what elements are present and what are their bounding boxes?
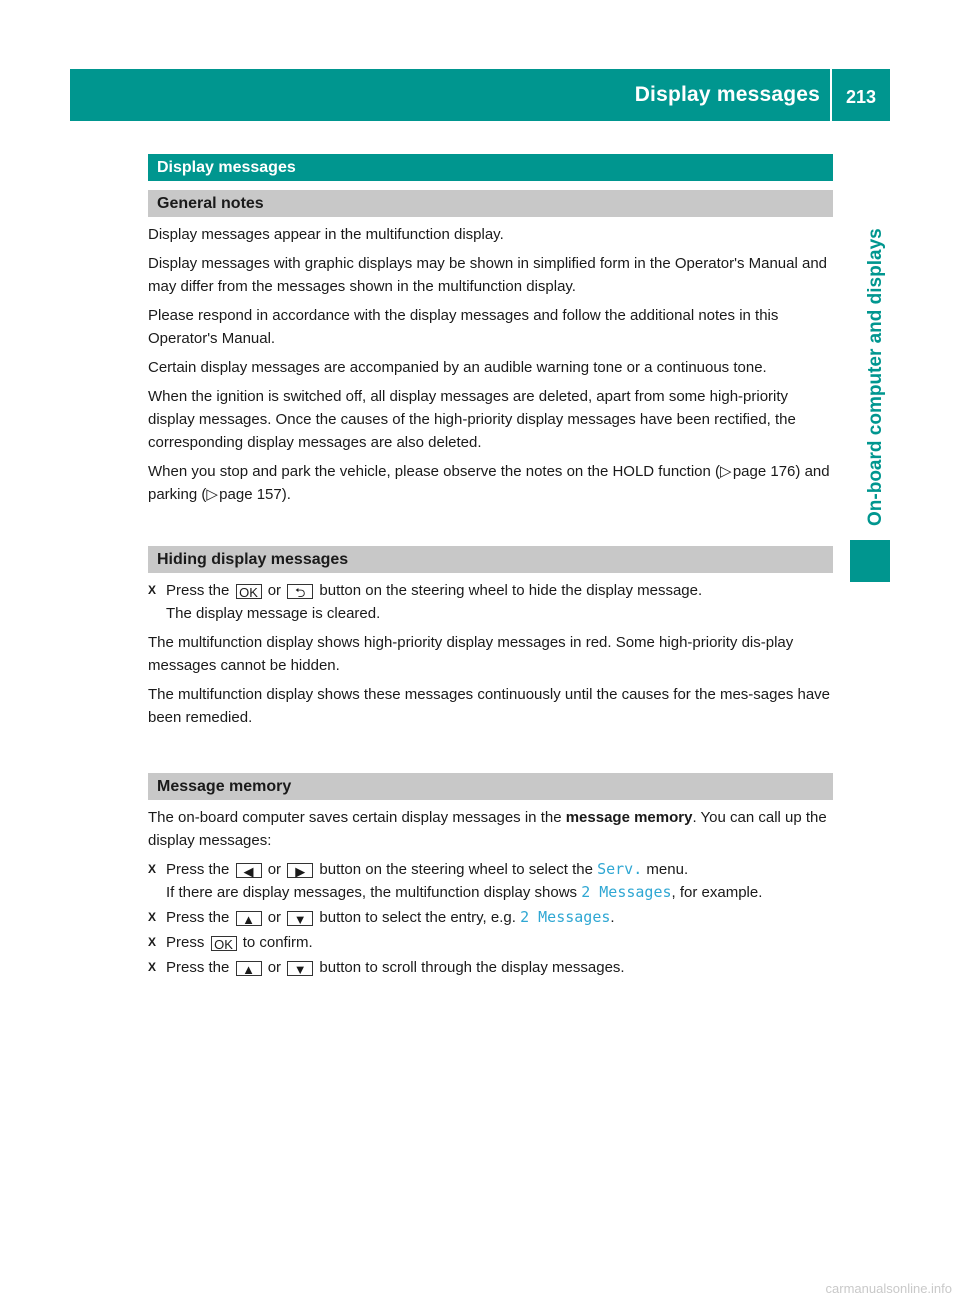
- ref-arrow-icon: ▷: [720, 463, 732, 480]
- instruction-step: X Press the OK or ⮌ button on the steering wheel to hide the display message. The display message is cleared.: [148, 579, 833, 625]
- up-key-icon: ▲: [236, 911, 262, 926]
- down-key-icon: ▼: [287, 961, 313, 976]
- instruction-step: X Press the ▲ or ▼ button to scroll through the display messages.: [148, 956, 833, 979]
- term-message-memory: message memory: [565, 809, 693, 826]
- section-title-memory: Message memory: [148, 773, 833, 800]
- step-marker-icon: X: [148, 862, 157, 876]
- ok-key-icon: OK: [236, 584, 262, 599]
- page-header: [70, 69, 890, 121]
- chapter-side-tab: [850, 121, 890, 591]
- page-number: 213: [845, 87, 877, 107]
- hiding-paragraph-1: The multifunction display shows high-priority display messages in red. Some high-priority dis-play messages cannot be hidden.: [148, 634, 794, 674]
- page-content: [148, 154, 833, 979]
- general-paragraph-3: Please respond in accordance with the display messages and follow the additional notes in this Operator's Manual.: [148, 307, 779, 347]
- general-paragraph-2: Display messages with graphic displays may be shown in simplified form in the Operator's Manual and may differ from the messages shown in the multifunction display.: [148, 255, 828, 295]
- instruction-step: X Press OK to confirm.: [148, 931, 833, 954]
- section-title-hiding: Hiding display messages: [148, 546, 833, 573]
- instruction-step: X Press the ◀ or ▶ button on the steering wheel to select the Serv. menu. If there are display messages, the multifunction display shows 2 Messages, for example.: [148, 860, 763, 901]
- step-marker-icon: X: [148, 583, 157, 597]
- section-title-general: General notes: [148, 190, 833, 217]
- right-key-icon: ▶: [287, 863, 313, 878]
- step-marker-icon: X: [148, 935, 157, 949]
- hiding-paragraph-2: The multifunction display shows these messages continuously until the causes for the mes-sages have been remedied.: [148, 686, 831, 726]
- page-reference-link[interactable]: page 157: [219, 486, 282, 503]
- general-paragraph-5: When the ignition is switched off, all display messages are deleted, apart from some high-priority display messages. Once the causes of the high-priority display messages have been rectified, the corresponding display messages are also deleted.: [148, 388, 796, 451]
- ref-arrow-icon: ▷: [206, 486, 218, 503]
- section-title-main: Display messages: [148, 154, 833, 181]
- chapter-marker-block: [850, 540, 890, 582]
- memory-intro: The on-board computer saves certain display messages in the message memory. You can call up the display messages:: [148, 809, 827, 849]
- up-key-icon: ▲: [236, 961, 262, 976]
- general-paragraph-4: Certain display messages are accompanied by an audible warning tone or a continuous tone.: [148, 359, 767, 376]
- step-result: If there are display messages, the multifunction display shows 2 Messages, for example.: [166, 883, 763, 901]
- ok-key-icon: OK: [211, 936, 237, 951]
- step-marker-icon: X: [148, 960, 157, 974]
- step-marker-icon: X: [148, 910, 157, 924]
- down-key-icon: ▼: [287, 911, 313, 926]
- page-reference-link[interactable]: page 176: [732, 463, 796, 480]
- menu-code-serv: Serv.: [597, 860, 643, 878]
- display-code-messages: 2 Messages: [520, 908, 611, 926]
- general-paragraph-1: Display messages appear in the multifunction display.: [148, 226, 504, 243]
- instruction-step: X Press the ▲ or ▼ button to select the entry, e.g. 2 Messages.: [148, 908, 615, 927]
- footer-watermark: carmanualsonline.info: [825, 1281, 952, 1296]
- general-paragraph-6: When you stop and park the vehicle, please observe the notes on the HOLD function (▷ page 176) and parking (▷ page 157).: [148, 463, 830, 503]
- step-result: The display message is cleared.: [166, 605, 381, 622]
- header-title: Display messages: [634, 83, 820, 106]
- left-key-icon: ◀: [236, 863, 262, 878]
- display-code-messages: 2 Messages: [581, 883, 672, 901]
- back-key-icon: ⮌: [287, 584, 313, 599]
- chapter-label: On-board computer and displays: [865, 228, 886, 526]
